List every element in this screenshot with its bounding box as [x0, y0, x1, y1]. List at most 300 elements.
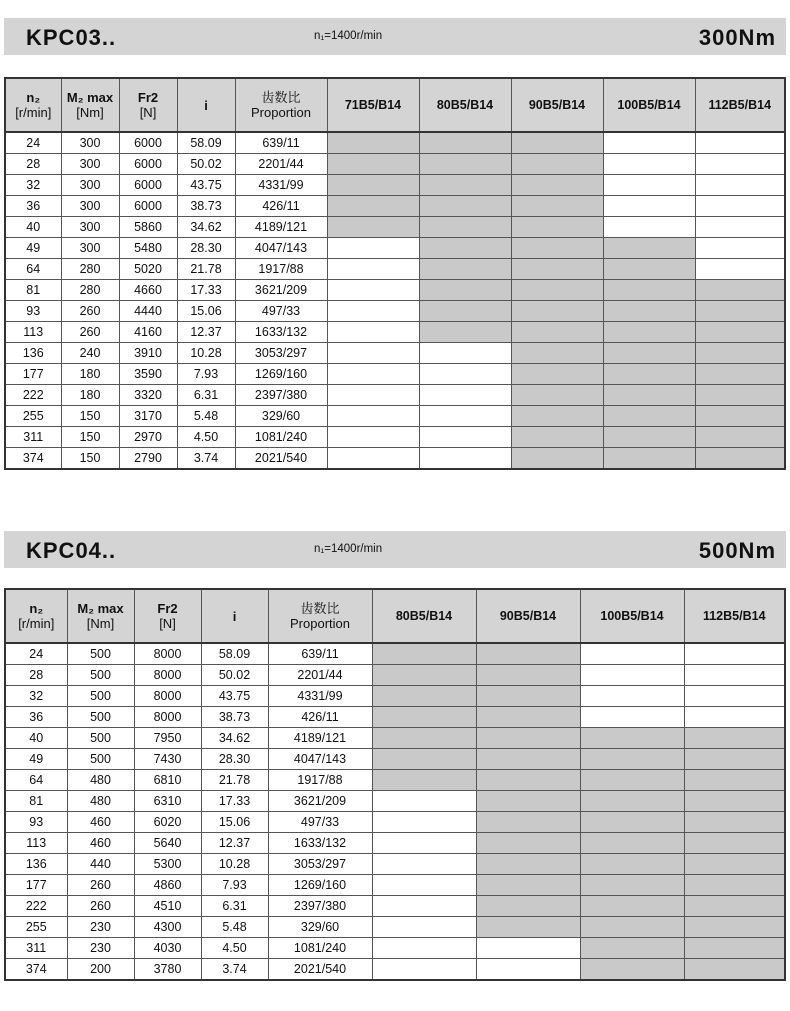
spec-table-kpc03: [4, 77, 786, 470]
cell-i: 43.75: [177, 175, 235, 196]
mount-empty-cell: [695, 238, 785, 259]
col-proportion: 齿数比 Proportion: [268, 589, 372, 643]
mount-available-cell: [476, 812, 580, 833]
mount-available-cell: [511, 238, 603, 259]
table-row: [5, 812, 785, 833]
cell-i: 28.30: [177, 238, 235, 259]
mount-available-cell: [511, 259, 603, 280]
col-mount-80: 80B5/B14: [372, 589, 476, 643]
table-row: [5, 854, 785, 875]
mount-empty-cell: [372, 917, 476, 938]
cell-m2: 280: [61, 259, 119, 280]
cell-n2: 311: [5, 427, 61, 448]
mount-empty-cell: [476, 938, 580, 959]
section-kpc03: [0, 18, 790, 55]
table-row: [5, 749, 785, 770]
mount-available-cell: [419, 132, 511, 154]
cell-fr2: 6000: [119, 196, 177, 217]
mount-available-cell: [684, 812, 785, 833]
mount-available-cell: [476, 917, 580, 938]
header-row: [5, 589, 785, 643]
mount-empty-cell: [603, 154, 695, 175]
cell-m2: 230: [67, 917, 134, 938]
mount-available-cell: [419, 259, 511, 280]
mount-empty-cell: [327, 259, 419, 280]
cell-m2: 500: [67, 686, 134, 707]
table-row: [5, 364, 785, 385]
cell-fr2: 5860: [119, 217, 177, 238]
mount-available-cell: [476, 728, 580, 749]
mount-empty-cell: [695, 175, 785, 196]
cell-m2: 500: [67, 665, 134, 686]
cell-n2: 28: [5, 665, 67, 686]
mount-empty-cell: [372, 854, 476, 875]
col-i: i: [177, 78, 235, 132]
cell-n2: 222: [5, 385, 61, 406]
mount-available-cell: [603, 280, 695, 301]
cell-proportion: 426/11: [268, 707, 372, 728]
header-row: [5, 78, 785, 132]
table-row: [5, 196, 785, 217]
cell-fr2: 6310: [134, 791, 201, 812]
col-fr2: Fr2 [N]: [119, 78, 177, 132]
mount-available-cell: [695, 427, 785, 448]
col-proportion: 齿数比 Proportion: [235, 78, 327, 132]
cell-fr2: 5300: [134, 854, 201, 875]
section-header: [4, 531, 786, 568]
mount-empty-cell: [603, 196, 695, 217]
mount-available-cell: [419, 175, 511, 196]
cell-i: 34.62: [177, 217, 235, 238]
mount-available-cell: [419, 301, 511, 322]
mount-available-cell: [684, 938, 785, 959]
mount-available-cell: [580, 791, 684, 812]
mount-available-cell: [695, 364, 785, 385]
cell-n2: 32: [5, 175, 61, 196]
table-row: [5, 132, 785, 154]
mount-empty-cell: [684, 665, 785, 686]
table-row: [5, 959, 785, 981]
col-mount-71: 71B5/B14: [327, 78, 419, 132]
mount-available-cell: [684, 959, 785, 981]
mount-available-cell: [580, 959, 684, 981]
cell-m2: 460: [67, 833, 134, 854]
table-row: [5, 385, 785, 406]
mount-available-cell: [603, 343, 695, 364]
cell-i: 4.50: [201, 938, 268, 959]
mount-available-cell: [476, 791, 580, 812]
cell-fr2: 4510: [134, 896, 201, 917]
mount-empty-cell: [684, 643, 785, 665]
cell-i: 15.06: [177, 301, 235, 322]
cell-fr2: 2790: [119, 448, 177, 470]
cell-m2: 300: [61, 217, 119, 238]
table-row: [5, 875, 785, 896]
input-speed: n₁=1400r/min: [314, 30, 383, 42]
cell-i: 3.74: [177, 448, 235, 470]
mount-empty-cell: [327, 448, 419, 470]
cell-n2: 93: [5, 301, 61, 322]
cell-n2: 374: [5, 448, 61, 470]
mount-available-cell: [372, 749, 476, 770]
mount-available-cell: [327, 175, 419, 196]
mount-empty-cell: [476, 959, 580, 981]
mount-empty-cell: [684, 707, 785, 728]
cell-fr2: 3320: [119, 385, 177, 406]
mount-available-cell: [327, 154, 419, 175]
mount-available-cell: [580, 938, 684, 959]
mount-available-cell: [372, 686, 476, 707]
mount-available-cell: [684, 833, 785, 854]
mount-available-cell: [476, 770, 580, 791]
cell-proportion: 2201/44: [235, 154, 327, 175]
rated-torque: 500Nm: [698, 538, 776, 563]
mount-available-cell: [580, 917, 684, 938]
cell-i: 28.30: [201, 749, 268, 770]
cell-m2: 300: [61, 238, 119, 259]
mount-empty-cell: [419, 385, 511, 406]
mount-available-cell: [476, 875, 580, 896]
cell-proportion: 329/60: [235, 406, 327, 427]
mount-available-cell: [684, 896, 785, 917]
cell-proportion: 2021/540: [268, 959, 372, 981]
cell-proportion: 497/33: [268, 812, 372, 833]
cell-i: 3.74: [201, 959, 268, 981]
mount-available-cell: [476, 833, 580, 854]
cell-m2: 180: [61, 385, 119, 406]
mount-available-cell: [476, 854, 580, 875]
cell-fr2: 8000: [134, 686, 201, 707]
cell-i: 10.28: [201, 854, 268, 875]
cell-fr2: 7950: [134, 728, 201, 749]
cell-fr2: 8000: [134, 665, 201, 686]
cell-n2: 81: [5, 791, 67, 812]
cell-i: 5.48: [177, 406, 235, 427]
mount-empty-cell: [372, 875, 476, 896]
mount-available-cell: [603, 385, 695, 406]
mount-available-cell: [511, 427, 603, 448]
mount-empty-cell: [695, 196, 785, 217]
mount-empty-cell: [695, 154, 785, 175]
col-fr2: Fr2 [N]: [134, 589, 201, 643]
mount-available-cell: [511, 217, 603, 238]
cell-i: 6.31: [177, 385, 235, 406]
mount-available-cell: [419, 238, 511, 259]
cell-proportion: 3621/209: [235, 280, 327, 301]
mount-available-cell: [372, 728, 476, 749]
cell-n2: 40: [5, 728, 67, 749]
mount-available-cell: [603, 448, 695, 470]
table-row: [5, 938, 785, 959]
cell-n2: 28: [5, 154, 61, 175]
cell-proportion: 4331/99: [268, 686, 372, 707]
cell-m2: 150: [61, 448, 119, 470]
mount-empty-cell: [372, 959, 476, 981]
cell-fr2: 5480: [119, 238, 177, 259]
cell-m2: 500: [67, 643, 134, 665]
cell-i: 17.33: [201, 791, 268, 812]
cell-proportion: 329/60: [268, 917, 372, 938]
cell-m2: 230: [67, 938, 134, 959]
mount-empty-cell: [603, 217, 695, 238]
section-kpc04: [0, 531, 790, 568]
table-row: [5, 917, 785, 938]
table-row: [5, 217, 785, 238]
cell-i: 34.62: [201, 728, 268, 749]
cell-fr2: 6000: [119, 175, 177, 196]
mount-available-cell: [684, 749, 785, 770]
mount-available-cell: [419, 322, 511, 343]
cell-n2: 64: [5, 770, 67, 791]
cell-n2: 177: [5, 875, 67, 896]
mount-available-cell: [511, 406, 603, 427]
mount-empty-cell: [580, 707, 684, 728]
table-row: [5, 665, 785, 686]
cell-m2: 300: [61, 175, 119, 196]
table-row: [5, 728, 785, 749]
mount-available-cell: [511, 364, 603, 385]
col-mount-100: 100B5/B14: [603, 78, 695, 132]
cell-n2: 64: [5, 259, 61, 280]
cell-proportion: 639/11: [235, 132, 327, 154]
mount-available-cell: [476, 686, 580, 707]
cell-proportion: 1633/132: [268, 833, 372, 854]
table-row: [5, 707, 785, 728]
mount-available-cell: [603, 406, 695, 427]
rated-torque: 300Nm: [698, 25, 776, 50]
cell-n2: 49: [5, 238, 61, 259]
table-row: [5, 448, 785, 470]
mount-available-cell: [580, 854, 684, 875]
mount-available-cell: [511, 343, 603, 364]
mount-available-cell: [684, 917, 785, 938]
mount-available-cell: [372, 707, 476, 728]
mount-available-cell: [603, 238, 695, 259]
table-row: [5, 791, 785, 812]
cell-fr2: 4300: [134, 917, 201, 938]
mount-empty-cell: [327, 343, 419, 364]
cell-proportion: 1269/160: [235, 364, 327, 385]
mount-available-cell: [511, 154, 603, 175]
cell-fr2: 4440: [119, 301, 177, 322]
table-row: [5, 280, 785, 301]
cell-i: 38.73: [201, 707, 268, 728]
mount-available-cell: [684, 875, 785, 896]
cell-m2: 200: [67, 959, 134, 981]
cell-m2: 300: [61, 196, 119, 217]
cell-proportion: 1269/160: [268, 875, 372, 896]
mount-available-cell: [580, 728, 684, 749]
mount-available-cell: [580, 749, 684, 770]
cell-i: 58.09: [177, 132, 235, 154]
cell-fr2: 6000: [119, 154, 177, 175]
mount-available-cell: [476, 749, 580, 770]
table-row: [5, 833, 785, 854]
mount-available-cell: [695, 301, 785, 322]
cell-i: 38.73: [177, 196, 235, 217]
cell-i: 43.75: [201, 686, 268, 707]
cell-i: 58.09: [201, 643, 268, 665]
cell-m2: 280: [61, 280, 119, 301]
mount-empty-cell: [695, 132, 785, 154]
cell-i: 50.02: [201, 665, 268, 686]
cell-proportion: 639/11: [268, 643, 372, 665]
mount-empty-cell: [580, 686, 684, 707]
mount-available-cell: [511, 175, 603, 196]
table-row: [5, 301, 785, 322]
mount-available-cell: [695, 280, 785, 301]
cell-proportion: 3621/209: [268, 791, 372, 812]
cell-m2: 500: [67, 707, 134, 728]
cell-fr2: 6020: [134, 812, 201, 833]
mount-available-cell: [580, 770, 684, 791]
section-header: [4, 18, 786, 55]
cell-n2: 113: [5, 322, 61, 343]
cell-proportion: 2397/380: [268, 896, 372, 917]
mount-available-cell: [695, 343, 785, 364]
table-row: [5, 154, 785, 175]
mount-available-cell: [511, 322, 603, 343]
cell-proportion: 3053/297: [235, 343, 327, 364]
mount-available-cell: [419, 217, 511, 238]
cell-m2: 300: [61, 132, 119, 154]
cell-fr2: 7430: [134, 749, 201, 770]
mount-empty-cell: [419, 427, 511, 448]
table-row: [5, 686, 785, 707]
cell-proportion: 1081/240: [268, 938, 372, 959]
mount-available-cell: [603, 259, 695, 280]
cell-proportion: 4189/121: [268, 728, 372, 749]
cell-proportion: 2021/540: [235, 448, 327, 470]
cell-m2: 460: [67, 812, 134, 833]
col-mount-112: 112B5/B14: [684, 589, 785, 643]
mount-empty-cell: [419, 364, 511, 385]
mount-available-cell: [695, 322, 785, 343]
cell-n2: 113: [5, 833, 67, 854]
cell-n2: 24: [5, 643, 67, 665]
cell-fr2: 6810: [134, 770, 201, 791]
mount-available-cell: [511, 301, 603, 322]
mount-available-cell: [327, 132, 419, 154]
cell-m2: 440: [67, 854, 134, 875]
cell-i: 7.93: [201, 875, 268, 896]
mount-empty-cell: [327, 238, 419, 259]
mount-available-cell: [372, 770, 476, 791]
mount-available-cell: [476, 643, 580, 665]
table-row: [5, 896, 785, 917]
col-mount-112: 112B5/B14: [695, 78, 785, 132]
cell-n2: 81: [5, 280, 61, 301]
mount-empty-cell: [372, 812, 476, 833]
mount-available-cell: [419, 154, 511, 175]
cell-i: 50.02: [177, 154, 235, 175]
cell-n2: 93: [5, 812, 67, 833]
cell-n2: 255: [5, 917, 67, 938]
cell-proportion: 2397/380: [235, 385, 327, 406]
mount-empty-cell: [580, 643, 684, 665]
col-m2: M₂ max [Nm]: [67, 589, 134, 643]
mount-empty-cell: [603, 132, 695, 154]
cell-fr2: 2970: [119, 427, 177, 448]
mount-empty-cell: [327, 427, 419, 448]
col-mount-80: 80B5/B14: [419, 78, 511, 132]
mount-available-cell: [580, 896, 684, 917]
table-row: [5, 238, 785, 259]
cell-n2: 24: [5, 132, 61, 154]
col-n2: n₂ [r/min]: [5, 78, 61, 132]
cell-proportion: 4047/143: [235, 238, 327, 259]
cell-proportion: 4331/99: [235, 175, 327, 196]
mount-available-cell: [695, 406, 785, 427]
cell-i: 4.50: [177, 427, 235, 448]
cell-proportion: 4047/143: [268, 749, 372, 770]
mount-available-cell: [580, 875, 684, 896]
cell-m2: 500: [67, 728, 134, 749]
cell-m2: 150: [61, 427, 119, 448]
cell-m2: 260: [61, 301, 119, 322]
mount-available-cell: [476, 896, 580, 917]
col-mount-100: 100B5/B14: [580, 589, 684, 643]
cell-i: 15.06: [201, 812, 268, 833]
cell-n2: 40: [5, 217, 61, 238]
cell-n2: 36: [5, 707, 67, 728]
cell-m2: 240: [61, 343, 119, 364]
model-code: KPC03..: [26, 25, 117, 50]
table-row: [5, 770, 785, 791]
mount-empty-cell: [327, 301, 419, 322]
mount-available-cell: [511, 132, 603, 154]
cell-m2: 500: [67, 749, 134, 770]
cell-i: 21.78: [201, 770, 268, 791]
mount-empty-cell: [684, 686, 785, 707]
cell-fr2: 3170: [119, 406, 177, 427]
table-row: [5, 259, 785, 280]
cell-n2: 311: [5, 938, 67, 959]
cell-n2: 136: [5, 854, 67, 875]
cell-fr2: 4860: [134, 875, 201, 896]
mount-empty-cell: [419, 343, 511, 364]
cell-fr2: 3590: [119, 364, 177, 385]
cell-n2: 177: [5, 364, 61, 385]
spec-table-kpc04: [4, 588, 786, 981]
mount-available-cell: [476, 665, 580, 686]
mount-available-cell: [419, 196, 511, 217]
cell-n2: 255: [5, 406, 61, 427]
mount-empty-cell: [419, 448, 511, 470]
cell-fr2: 5640: [134, 833, 201, 854]
cell-proportion: 4189/121: [235, 217, 327, 238]
col-mount-90: 90B5/B14: [476, 589, 580, 643]
mount-available-cell: [603, 301, 695, 322]
mount-available-cell: [511, 196, 603, 217]
cell-i: 21.78: [177, 259, 235, 280]
mount-empty-cell: [327, 364, 419, 385]
cell-proportion: 3053/297: [268, 854, 372, 875]
col-i: i: [201, 589, 268, 643]
cell-fr2: 3780: [134, 959, 201, 981]
mount-available-cell: [603, 322, 695, 343]
cell-fr2: 4160: [119, 322, 177, 343]
mount-empty-cell: [695, 217, 785, 238]
cell-m2: 260: [61, 322, 119, 343]
cell-i: 17.33: [177, 280, 235, 301]
mount-available-cell: [684, 728, 785, 749]
cell-proportion: 497/33: [235, 301, 327, 322]
cell-proportion: 2201/44: [268, 665, 372, 686]
cell-fr2: 8000: [134, 643, 201, 665]
cell-fr2: 3910: [119, 343, 177, 364]
mount-empty-cell: [372, 791, 476, 812]
